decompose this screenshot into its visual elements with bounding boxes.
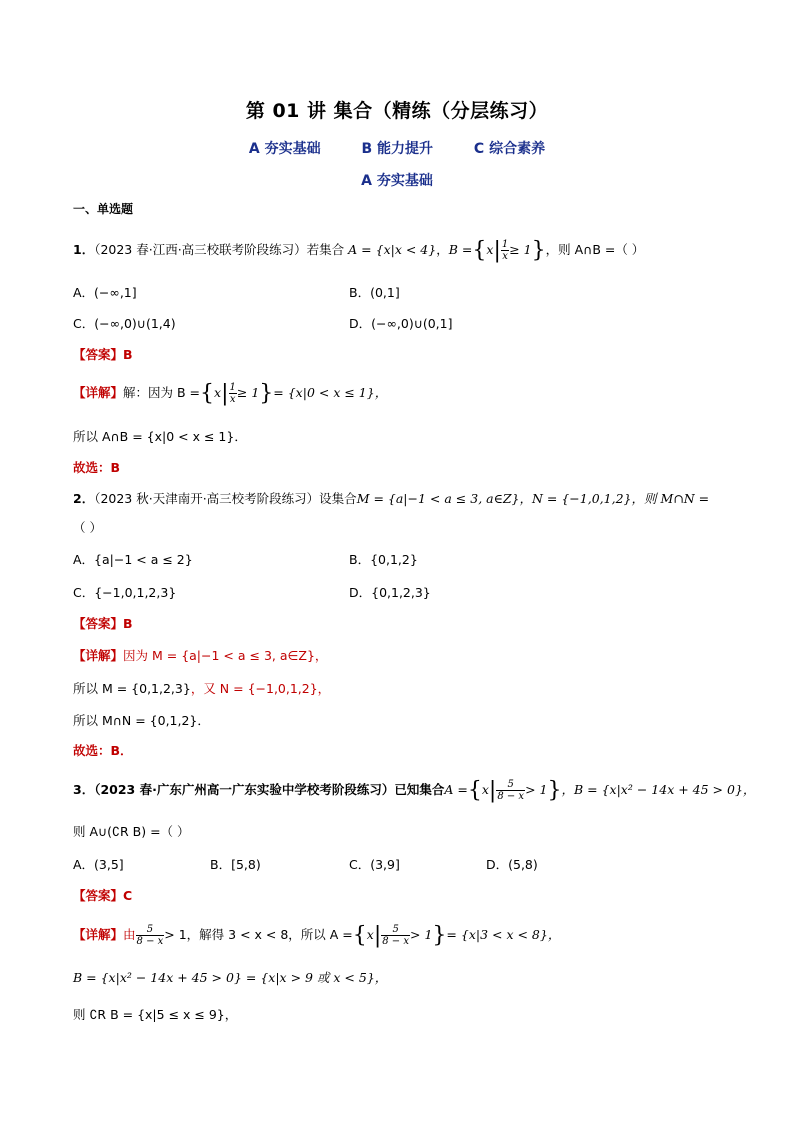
fraction xyxy=(501,239,509,262)
answer-line xyxy=(73,886,132,904)
option-a[interactable]: A．(−∞,1] xyxy=(73,285,137,300)
set-expression: A = {x|x < 4} xyxy=(348,242,437,257)
question-paren: （ ） xyxy=(73,520,102,535)
math-var: x xyxy=(366,927,374,942)
question-source: （2023 春·江西·高三校联考阶段练习）若集合 xyxy=(94,242,345,257)
set-expression: ，B = {x|x² − 14x + 45 > 0}， xyxy=(561,782,756,797)
option-d[interactable]: D．(5,8) xyxy=(486,857,538,872)
question-number: 1． xyxy=(73,242,95,257)
detail-line: 所以 A∩B = {x|0 < x ≤ 1}． xyxy=(73,429,247,444)
question-type-heading: 一、单选题 xyxy=(73,202,134,216)
option-b[interactable]: B．[5,8) xyxy=(210,857,261,872)
answer-line xyxy=(73,345,133,363)
detail-text: 所以 M = {0,1,2,3} xyxy=(73,681,191,696)
option-d[interactable]: D．(−∞,0)∪(0,1] xyxy=(349,316,453,331)
detail-tag: 【详解】 xyxy=(73,385,124,400)
brace: } xyxy=(531,238,546,263)
option-b[interactable]: B．{0,1,2} xyxy=(349,552,418,567)
punctuation: ， xyxy=(436,242,449,257)
detail-text: > 1，解得 3 < x < 8，所以 A = xyxy=(164,927,353,942)
option-a[interactable]: A．(3,5] xyxy=(73,857,124,872)
question-1-stem xyxy=(73,238,644,263)
numerator: 5 xyxy=(136,924,165,936)
brace: { xyxy=(467,778,482,803)
fraction xyxy=(381,924,410,947)
bar: | xyxy=(493,238,501,263)
math-expr: > 1 xyxy=(525,782,548,797)
answer-line xyxy=(73,614,133,632)
option-b[interactable]: B．(0,1] xyxy=(349,285,400,300)
denominator: 8 − x xyxy=(136,936,164,947)
nav-item-a[interactable]: A 夯实基础 xyxy=(248,141,321,157)
question-source: （2023 秋·天津南开·高三校考阶段练习）设集合 xyxy=(94,491,357,506)
denominator: 8 − x xyxy=(382,936,410,947)
fraction xyxy=(229,382,237,405)
detail-text: 由 xyxy=(123,927,136,942)
choose-line: 故选：B． xyxy=(73,743,133,758)
bar: | xyxy=(373,923,382,948)
answer-value: C xyxy=(123,888,133,903)
question-2-stem xyxy=(73,489,709,507)
answer-tag: 【答案】 xyxy=(73,347,124,362)
brace: { xyxy=(200,381,215,406)
choose-line: 故选：B xyxy=(73,460,121,475)
section-heading: A 夯实基础 xyxy=(361,173,433,189)
detail-line xyxy=(73,923,560,948)
option-c[interactable]: C．(3,9] xyxy=(349,857,400,872)
detail-line: 所以 M∩N = {0,1,2}． xyxy=(73,713,210,728)
detail-tag: 【详解】 xyxy=(73,648,124,663)
fraction xyxy=(136,924,165,947)
option-c[interactable]: C．{−1,0,1,2,3} xyxy=(73,585,177,600)
fraction xyxy=(496,779,525,802)
brace: { xyxy=(472,238,487,263)
numerator: 1 xyxy=(229,382,236,393)
nav-item-c[interactable]: C 综合素养 xyxy=(473,141,546,157)
answer-tag: 【答案】 xyxy=(73,616,124,631)
question-tail: ，则 A∩B =（ ） xyxy=(545,242,645,257)
answer-tag: 【答案】 xyxy=(73,888,124,903)
question-ask: 则 A∪(∁R B) =（ ） xyxy=(73,824,190,839)
answer-value: B xyxy=(123,616,133,631)
answer-value: B xyxy=(123,347,133,362)
denominator: x xyxy=(502,251,508,262)
detail-text: 因为 M = {a|−1 < a ≤ 3, a∈Z}， xyxy=(123,648,328,663)
math-expr: ≥ 1 xyxy=(236,385,260,400)
section-nav xyxy=(0,138,794,158)
bar: | xyxy=(488,778,497,803)
denominator: x xyxy=(229,394,236,405)
option-a[interactable]: A．{a|−1 < a ≤ 2} xyxy=(73,552,193,567)
option-c[interactable]: C．(−∞,0)∪(1,4) xyxy=(73,316,176,331)
nav-item-b[interactable]: B 能力提升 xyxy=(361,141,434,157)
option-d[interactable]: D．{0,1,2,3} xyxy=(349,585,431,600)
math-var: x xyxy=(214,385,222,400)
bar: | xyxy=(221,381,229,406)
math-expr: ≥ 1 xyxy=(509,242,532,257)
set-expression: ，N = {−1,0,1,2}，则 M∩N = xyxy=(519,491,710,506)
question-source: （2023 春·广东广州高一广东实验中学校考阶段练习）已知集合 xyxy=(94,782,445,797)
brace: { xyxy=(352,923,367,948)
numerator: 1 xyxy=(501,239,509,250)
detail-text: 解：因为 B = xyxy=(123,385,201,400)
question-number: 2． xyxy=(73,491,95,506)
math-var: x xyxy=(481,782,489,797)
question-3-stem xyxy=(73,778,755,803)
brace: } xyxy=(259,381,274,406)
detail-line xyxy=(73,679,330,697)
math-expr: > 1 xyxy=(410,927,433,942)
detail-line: B = {x|x² − 14x + 45 > 0} = {x|x > 9 或 x < 5}， xyxy=(73,970,388,985)
detail-line: 则 ∁R B = {x|5 ≤ x ≤ 9}， xyxy=(73,1007,238,1022)
numerator: 5 xyxy=(496,779,525,791)
question-number: 3． xyxy=(73,782,95,797)
numerator: 5 xyxy=(381,924,410,936)
set-expression: B = xyxy=(448,242,473,257)
page-title: 第 01 讲 集合（精练（分层练习） xyxy=(245,100,549,122)
detail-text: = {x|3 < x < 8}， xyxy=(446,927,561,942)
detail-text: = {x|0 < x ≤ 1}， xyxy=(273,385,388,400)
set-expression: M = {a|−1 < a ≤ 3, a∈Z} xyxy=(356,491,520,506)
brace: } xyxy=(432,923,447,948)
set-expression: A = xyxy=(444,782,468,797)
denominator: 8 − x xyxy=(497,791,525,802)
math-var: x xyxy=(486,242,494,257)
brace: } xyxy=(547,778,562,803)
detail-text: ，又 N = {−1,0,1,2}， xyxy=(190,681,331,696)
detail-line xyxy=(73,646,327,664)
detail-line xyxy=(73,381,387,406)
detail-tag: 【详解】 xyxy=(73,927,124,942)
